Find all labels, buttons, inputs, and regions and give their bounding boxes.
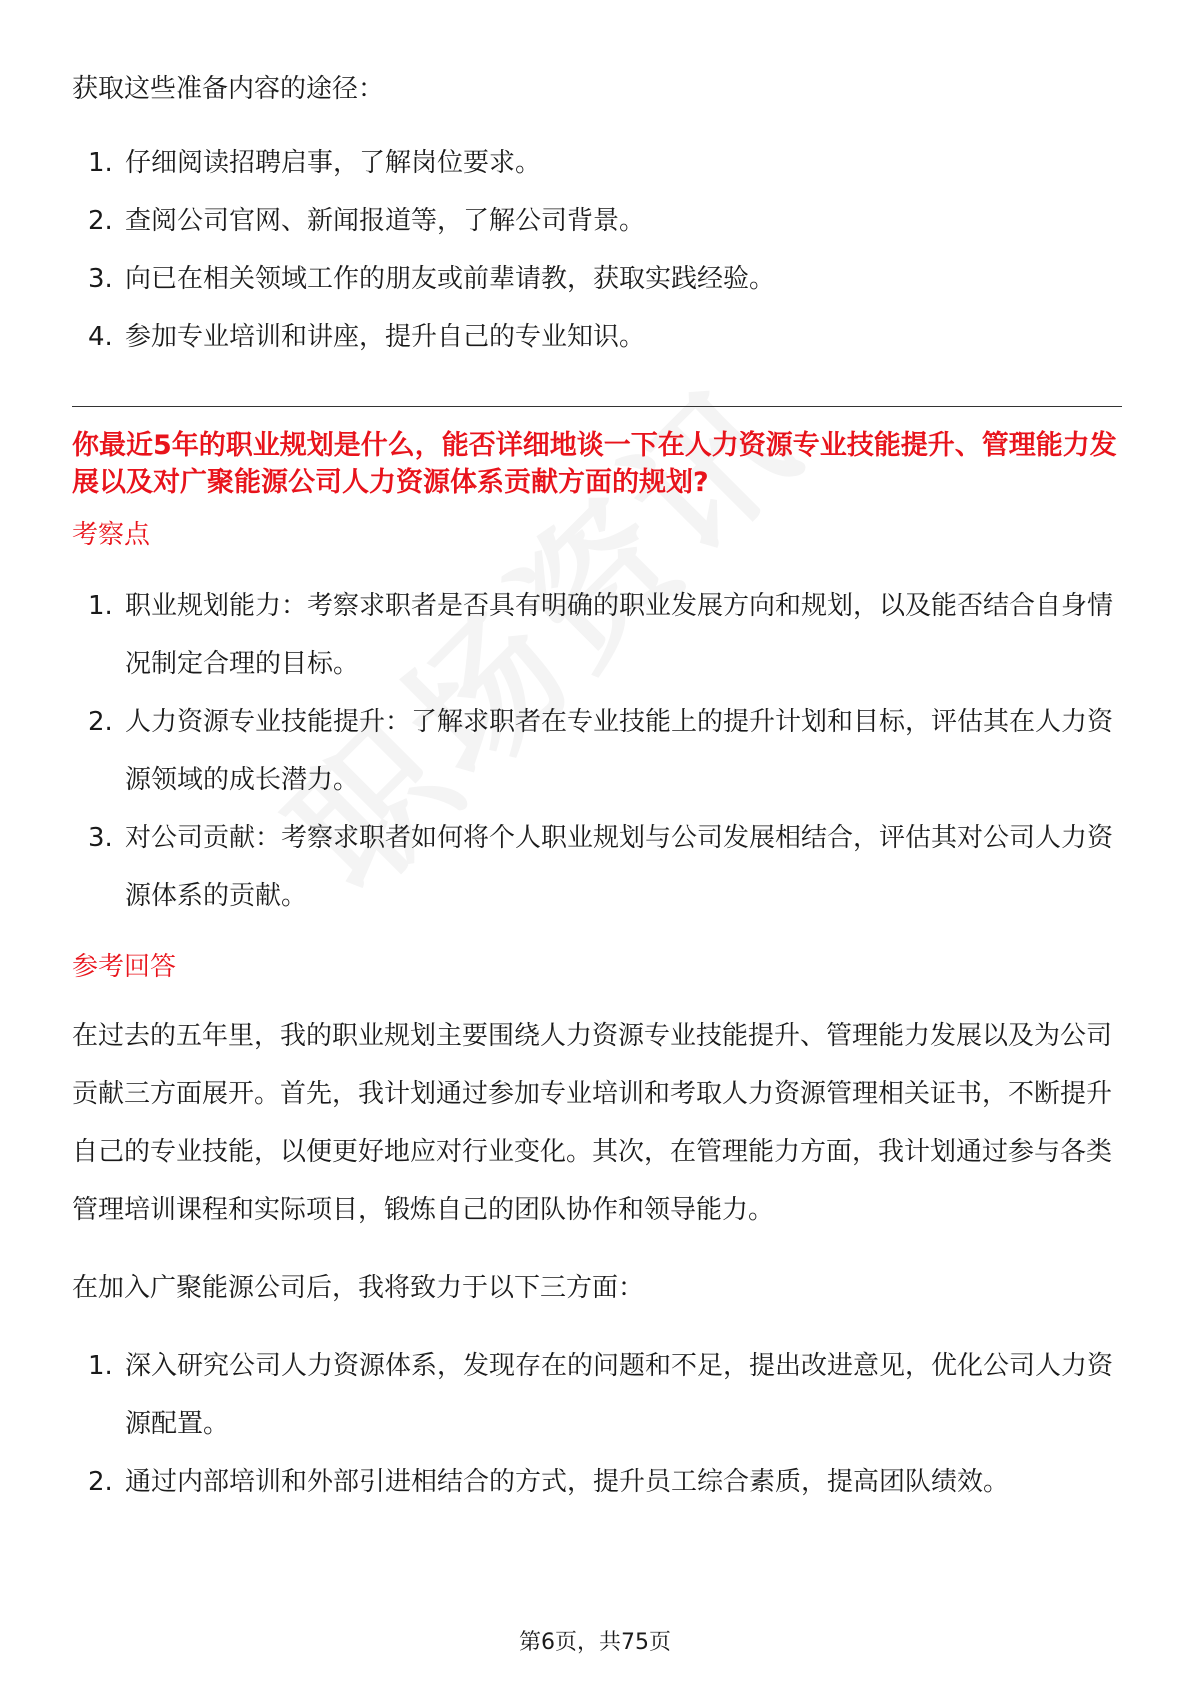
intro-text: 获取这些准备内容的途径： (72, 74, 385, 104)
page-number: 第6页，共75页 (519, 1630, 671, 1655)
list-item: 2. 查阅公司官网、新闻报道等，了解公司背景。 (88, 206, 646, 236)
ways-list (72, 134, 1122, 366)
list-item: 1. 职业规划能力：考察求职者是否具有明确的职业发展方向和规划，以及能否结合自身情况制定合理的目标。 (88, 591, 1114, 679)
list-item: 2. 人力资源专业技能提升：了解求职者在专业技能上的提升计划和目标，评估其在人力资源领域的成长潜力。 (88, 707, 1114, 795)
list-item: 4. 参加专业培训和讲座，提升自己的专业知识。 (88, 322, 646, 352)
list-item: 1. 深入研究公司人力资源体系，发现存在的问题和不足，提出改进意见，优化公司人力资源配置。 (88, 1351, 1114, 1439)
answer-paragraph: 在加入广聚能源公司后，我将致力于以下三方面： (72, 1273, 645, 1303)
page-content (72, 60, 1122, 1511)
answer-paragraph: 在过去的五年里，我的职业规划主要围绕人力资源专业技能提升、管理能力发展以及为公司贡献三方面展开。首先，我计划通过参加专业培训和考取人力资源管理相关证书，不断提升自己的专业技能，以便更好地应对行业变化。其次，在管理能力方面，我计划通过参与各类管理培训课程和实际项目，锻炼自己的团队协作和领导能力。 (72, 1021, 1113, 1225)
list-item: 3. 向已在相关领域工作的朋友或前辈请教，获取实践经验。 (88, 264, 776, 294)
reference-answer-heading: 参考回答 (72, 952, 177, 982)
interview-question: 你最近5年的职业规划是什么，能否详细地谈一下在人力资源专业技能提升、管理能力发展以及对广聚能源公司人力资源体系贡献方面的规划? (72, 430, 1117, 498)
list-item: 2. 通过内部培训和外部引进相结合的方式，提升员工综合素质，提高团队绩效。 (88, 1467, 1010, 1497)
list-item: 3. 对公司贡献：考察求职者如何将个人职业规划与公司发展相结合，评估其对公司人力资源体系的贡献。 (88, 823, 1114, 911)
section-divider (72, 406, 1122, 407)
list-item: 1. 仔细阅读招聘启事，了解岗位要求。 (88, 148, 542, 178)
exam-points-list (72, 577, 1122, 925)
commitments-list (72, 1337, 1122, 1511)
exam-points-heading: 考察点 (72, 520, 151, 550)
